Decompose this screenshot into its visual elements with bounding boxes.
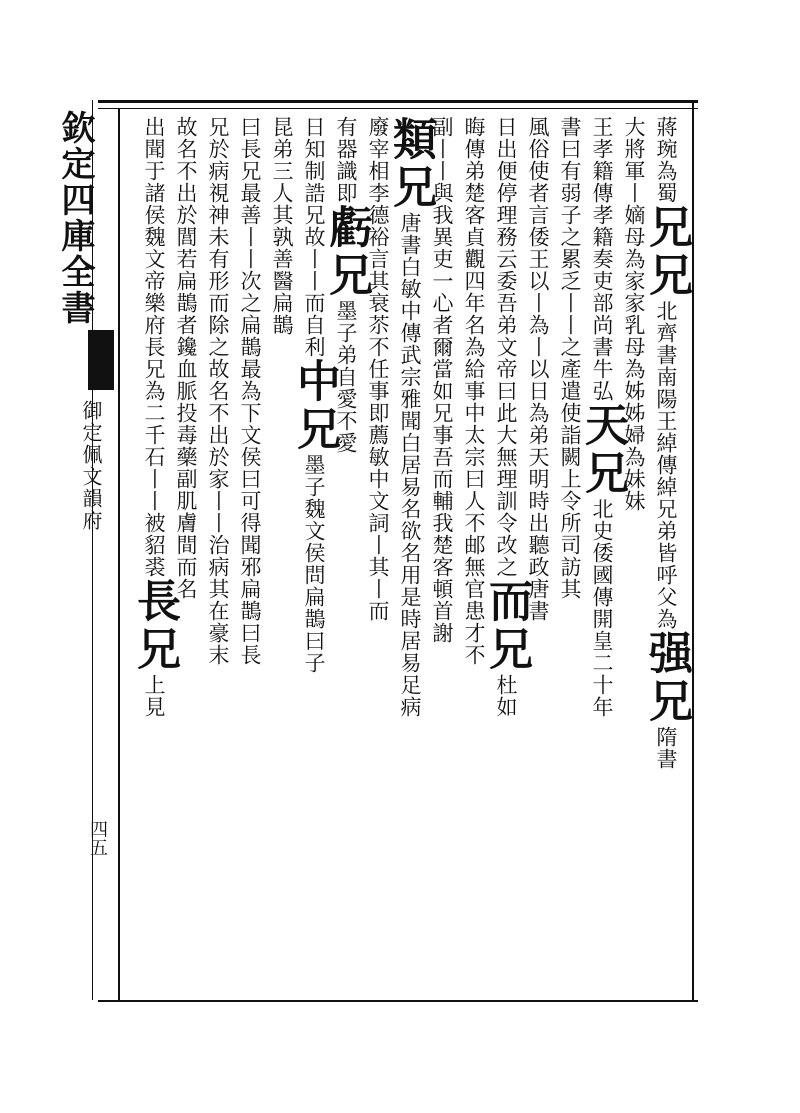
annotation-text: 兄於病視神未有形而除之故名不出於家丨丨治病其在豪末	[206, 116, 230, 666]
frame-top-inner-rule	[98, 108, 698, 109]
annotation-text: 風俗使者言倭王以丨為丨以日為弟天明時出聽政	[526, 116, 550, 578]
margin-page-number: 四五	[87, 820, 108, 856]
headword: 强兄	[641, 630, 692, 726]
headword: 而兄	[481, 578, 532, 674]
annotation-text: 昆弟三人其孰善醫扁鵲	[270, 116, 294, 336]
annotation-text: 副丨丨與我異吏一心者爾當如兄事吾而輔我楚客頓首謝	[430, 116, 454, 644]
headword: 類兄	[385, 116, 436, 212]
frame-right-rule	[692, 100, 694, 1002]
annotation-text: 杜如	[494, 674, 518, 718]
frame-left-rule	[118, 108, 120, 1000]
annotation-text: 故名不出於閭若扁鵲者鑱血脈投毒藥副肌膚間而名	[174, 116, 198, 600]
annotation-text: 唐書	[526, 578, 550, 622]
annotation-text: 北史倭國傳開皇二十年	[590, 498, 614, 718]
frame-bottom-rule	[98, 1000, 698, 1002]
annotation-text: 隋書	[654, 726, 678, 770]
annotation-text: 丨嫡母為家家乳母為姊姊婦為妹妹	[622, 182, 646, 512]
annotation-text: 王孝籍傳孝籍奏吏部尚書牛弘	[590, 116, 614, 402]
headword: 兄兄	[641, 204, 692, 300]
annotation-text: 日知制誥	[302, 116, 326, 204]
annotation-text: 上見	[142, 674, 166, 718]
annotation-text: 出聞于諸侯魏文帝樂府長兄為二千石丨丨被貂裘	[142, 116, 166, 578]
headword: 天兄	[577, 402, 628, 498]
annotation-text: 遣使詣闕上令所司訪其	[558, 380, 582, 600]
annotation-text: 大將軍	[622, 116, 646, 182]
margin-book-title: 欽定四庫全書	[55, 110, 95, 326]
annotation-text: 曰長兄最善丨丨次之扁鵲最為下文侯曰可得聞邪扁鵲曰長	[238, 116, 262, 666]
fish-tail-mark	[88, 330, 114, 390]
headword: 虧兄	[321, 204, 372, 300]
annotation-text: 有器識即	[334, 116, 358, 204]
annotation-text: 書曰有弱子之累乏丨丨之產	[558, 116, 582, 380]
annotation-text: 廢宰相李德裕言其衰苶不任事即薦敏中文詞丨其丨而	[366, 116, 390, 622]
margin-subtitle: 御定佩文韻府	[79, 400, 103, 532]
annotation-text: 兄故丨丨而自利	[302, 204, 326, 358]
annotation-text: 晦傳弟楚客貞觀四年名為給事中太宗曰人不邮無官患才不	[462, 116, 486, 666]
headword: 長兄	[129, 578, 180, 674]
frame-top-rule	[98, 100, 698, 103]
annotation-text: 唐書白敏中傳武宗雅聞白居易名欲名用是時居易足病	[398, 212, 422, 718]
annotation-text: 墨子弟自愛不愛	[334, 300, 358, 454]
headword: 中兄	[289, 358, 340, 454]
annotation-text: 北齊書南陽王綽傳綽兄弟皆呼父為	[654, 300, 678, 630]
annotation-text: 蔣琬為蜀	[654, 116, 678, 204]
text-column	[129, 116, 180, 996]
annotation-text: 墨子魏文侯問扁鵲曰子	[302, 454, 326, 674]
annotation-text: 日出便停理務云委吾弟文帝曰此大無理訓令改之	[494, 116, 518, 578]
